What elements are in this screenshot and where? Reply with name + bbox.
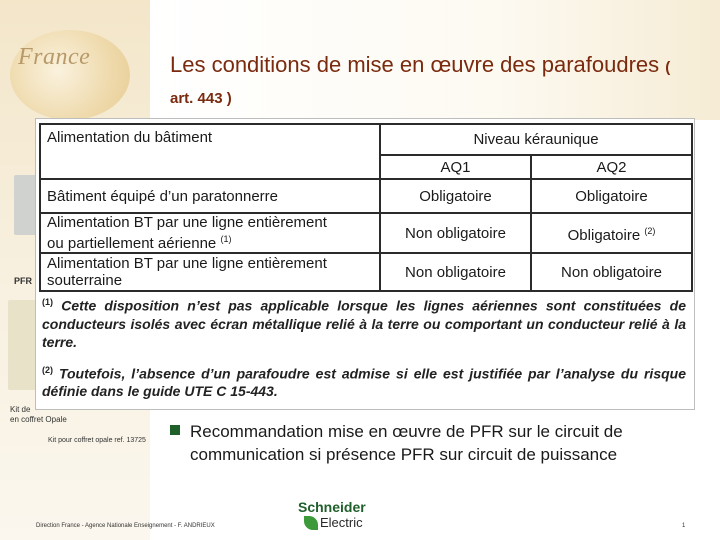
col-header-aq2: AQ2 (531, 155, 692, 179)
slide-title (170, 51, 690, 113)
group-header: Niveau kéraunique (380, 124, 692, 155)
table-row (40, 179, 692, 213)
footnote-1-text: Cette disposition n’est pas applicable lorsque les lignes aériennes sont constituées de conducteurs isolés avec écran métallique relié à la terre ou comportant un conducteur relié à la terre. (42, 297, 686, 350)
row-label (40, 253, 380, 291)
cell-aq2: Non obligatoire (531, 253, 692, 291)
corner-header: Alimentation du bâtiment (40, 124, 380, 179)
title-main: Les conditions de mise en œuvre des parafoudres (170, 52, 660, 77)
footnote-2 (42, 361, 686, 401)
footnote-2-text: Toutefois, l’absence d’un parafoudre est admise si elle est justifiée par l’analyse du risque définie dans le guide UTE C 15-443. (42, 365, 686, 400)
cell-aq1: Non obligatoire (380, 253, 531, 291)
schneider-electric-logo (298, 499, 382, 533)
bullet-square-icon (170, 425, 180, 435)
kit-ref-caption: Kit pour coffret opale ref. 13725 (48, 437, 146, 444)
row-label-line2: souterraine (47, 272, 123, 289)
table-footnotes (42, 293, 686, 410)
recommendation-text: Recommandation mise en œuvre de PFR sur le circuit de communication si présence PFR sur circuit de puissance (190, 422, 623, 464)
row-label (40, 213, 380, 253)
row-label-line2 (47, 231, 373, 252)
page-number: 1 (682, 523, 686, 529)
footnote-2-marker: (2) (42, 364, 53, 375)
cell-aq2: Obligatoire (531, 179, 692, 213)
table-row (40, 213, 692, 253)
cell-aq1: Non obligatoire (380, 213, 531, 253)
requirements-table-panel (36, 119, 694, 409)
requirements-table (39, 123, 693, 292)
row-label-line1: Alimentation BT par une ligne entièrement (47, 214, 327, 231)
cell-aq2 (531, 213, 692, 253)
table-header-row (40, 124, 692, 155)
title-article-ref: ( art. 443 ) (170, 59, 671, 107)
footnote-1-marker: (1) (42, 297, 53, 307)
row-label-line2-text: ou partiellement aérienne (47, 235, 217, 252)
equipment-photo (8, 300, 38, 390)
footer-text: Direction France - Agence Nationale Enseignement - F. ANDRIEUX (36, 523, 215, 529)
kit-caption-line2: en coffret Opale (10, 415, 67, 424)
kit-caption-line1: Kit de (10, 405, 31, 414)
brand-sub: Electric (320, 515, 363, 530)
footnote-marker: (1) (220, 234, 232, 244)
pfr-caption: PFR (14, 276, 32, 286)
row-label-line1: Alimentation BT par une ligne entièrement (47, 255, 327, 272)
table-row (40, 253, 692, 291)
equipment-photo (14, 175, 38, 235)
logo-text: France (18, 44, 91, 70)
leaf-icon (304, 516, 318, 530)
cell-aq2-text: Obligatoire (567, 226, 641, 244)
brand-name: Schneider (298, 499, 366, 515)
cell-aq1: Obligatoire (380, 179, 531, 213)
footnote-1 (42, 293, 686, 351)
col-header-aq1: AQ1 (380, 155, 531, 179)
footnote-marker: (2) (644, 225, 656, 236)
row-label: Bâtiment équipé d’un paratonnerre (40, 179, 380, 213)
